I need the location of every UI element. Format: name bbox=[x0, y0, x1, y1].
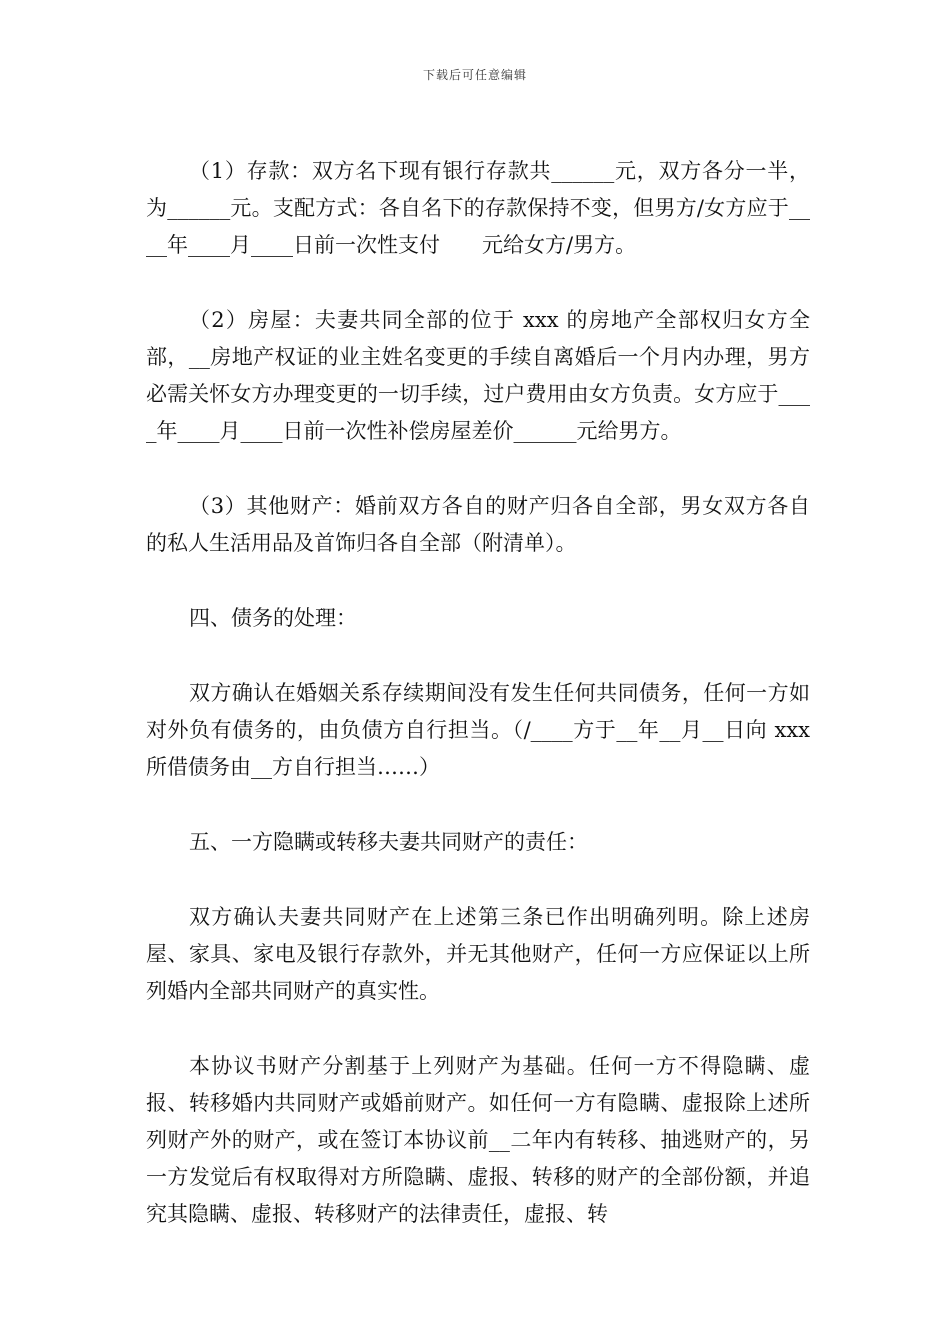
section-heading-concealment: 五、一方隐瞒或转移夫妻共同财产的责任： bbox=[189, 830, 588, 854]
paragraph-deposit: （1）存款：双方名下现有银行存款共______元，双方各分一半，为______元。支配方式：各自名下的存款保持不变，但男方/女方应于____年____月____日前一次性支付 元给女方/男方。 bbox=[146, 159, 810, 257]
section-heading-debt: 四、债务的处理： bbox=[189, 606, 357, 630]
paragraph-other-property: （3）其他财产：婚前双方各自的财产归各自全部，男女双方各自的私人生活用品及首饰归各自全部（附清单）。 bbox=[146, 494, 810, 555]
document-body bbox=[146, 153, 810, 1233]
paragraph-debt: 双方确认在婚姻关系存续期间没有发生任何共同债务，任何一方如对外负有债务的，由负债方自行担当。（/____方于__年__月__日向 xxx 所借债务由__方自行担当……） bbox=[146, 681, 810, 779]
paragraph-agreement-basis: 本协议书财产分割基于上列财产为基础。任何一方不得隐瞒、虚报、转移婚内共同财产或婚前财产。如任何一方有隐瞒、虚报除上述所列财产外的财产，或在签订本协议前__二年内有转移、抽逃财产的，另一方发觉后有权取得对方所隐瞒、虚报、转移的财产的全部份额，并追究其隐瞒、虚报、转移财产的法律责任，虚报、转 bbox=[146, 1054, 810, 1226]
paragraph-confirmation: 双方确认夫妻共同财产在上述第三条已作出明确列明。除上述房屋、家具、家电及银行存款外，并无其他财产，任何一方应保证以上所列婚内全部共同财产的真实性。 bbox=[146, 905, 810, 1003]
paragraph-house: （2）房屋：夫妻共同全部的位于 xxx 的房地产全部权归女方全部，__房地产权证的业主姓名变更的手续自离婚后一个月内办理，男方必需关怀女方办理变更的一切手续，过户费用由女方负责。女方应于____年____月____日前一次性补偿房屋差价______元给男方。 bbox=[146, 308, 810, 443]
header-note: 下载后可任意编辑 bbox=[422, 68, 527, 82]
